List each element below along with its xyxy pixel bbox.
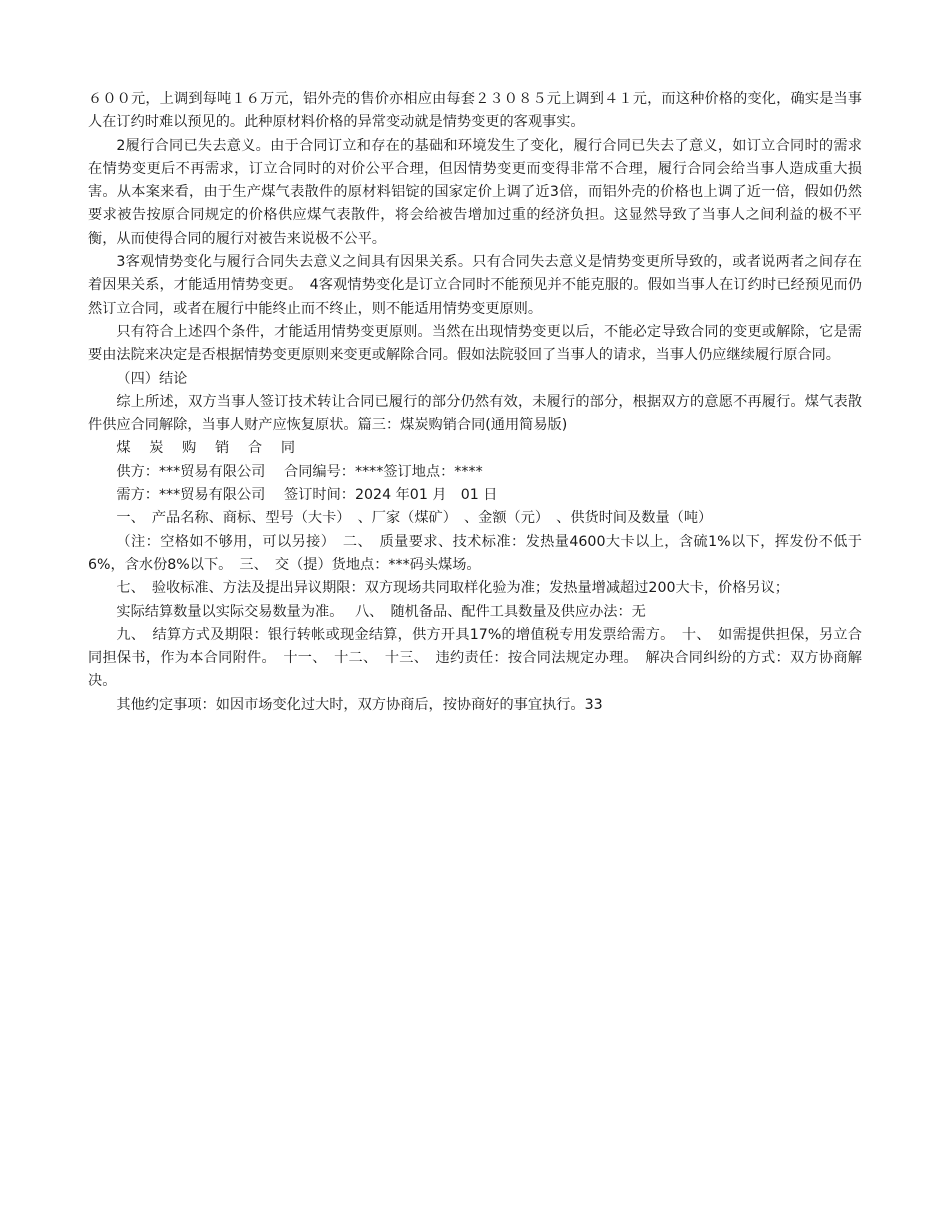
- clause-other-matters: 其他约定事项：如因市场变化过大时，双方协商后，按协商好的事宜执行。33: [116, 696, 603, 713]
- paragraph-condition-3-4: 3客观情势变化与履行合同失去意义之间具有因果关系。只有合同失去意义是情势变更所导致的，或者说两者之间存在着因果关系，才能适用情势变更。 4客观情势变化是订立合同时不能预见并不能克服的。假如当事人在订约时已经预见而仍然订立合同，或者在履行中能终止而不终止，则不能适用情势变更原则。: [88, 254, 862, 317]
- document-page: [88, 88, 862, 717]
- clause-8-settlement-quantity: 实际结算数量以实际交易数量为准。 八、 随机备品、配件工具数量及供应办法：无: [116, 603, 646, 620]
- clause-7-inspection: 七、 验收标准、方法及提出异议期限：双方现场共同取样化验为准；发热量增减超过200大卡，价格另议；: [116, 580, 789, 597]
- paragraph-four-conditions: 只有符合上述四个条件，才能适用情势变更原则。当然在出现情势变更以后，不能必定导致合同的变更或解除，它是需要由法院来决定是否根据情势变更原则来变更或解除合同。假如法院驳回了当事人的请求，当事人仍应继续履行原合同。: [88, 323, 862, 364]
- clause-1-product: 一、 产品名称、商标、型号（大卡） 、厂家（煤矿） 、金额（元） 、供货时间及数量（吨）: [116, 510, 713, 527]
- buyer-line: 需方：***贸易有限公司 签订时间：2024 年01 月 01 日: [116, 487, 498, 504]
- paragraph-condition-2: 2履行合同已失去意义。由于合同订立和存在的基础和环境发生了变化，履行合同已失去了意义，如订立合同时的需求在情势变更后不再需求，订立合同时的对价公平合理，但因情势变更而变得非常不合理，履行合同会给当事人造成重大损害。从本案来看，由于生产煤气表散件的原材料铝锭的国家定价上调了近3倍，而铝外壳的价格也上调了近一倍，假如仍然要求被告按原合同规定的价格供应煤气表散件，将会给被告增加过重的经济负担。这显然导致了当事人之间利益的极不平衡，从而使得合同的履行对被告来说极不公平。: [88, 137, 862, 247]
- section-heading-conclusion: （四）结论: [116, 370, 188, 387]
- paragraph-conclusion: 综上所述，双方当事人签订技术转让合同已履行的部分仍然有效，未履行的部分，根据双方的意愿不再履行。煤气表散件供应合同解除，当事人财产应恢复原状。篇三：煤炭购销合同(通用简易版): [88, 393, 862, 434]
- clause-2-3-quality-delivery: （注：空格如不够用，可以另接） 二、 质量要求、技术标准：发热量4600大卡以上，含硫1%以下，挥发份不低于6%，含水份8%以下。 三、 交（提）货地点：***码头煤场。: [88, 533, 862, 573]
- contract-title: 煤 炭 购 销 合 同: [116, 440, 296, 457]
- supplier-line: 供方：***贸易有限公司 合同编号：****签订地点：****: [116, 463, 483, 480]
- clause-9-13-payment: 九、 结算方式及期限：银行转帐或现金结算，供方开具17%的增值税专用发票给需方。 十、 如需提供担保，另立合同担保书，作为本合同附件。 十一、 十二、 十三、 违约责任：按合同法规定办理。 解决合同纠纷的方式：双方协商解决。: [88, 626, 862, 690]
- paragraph-price-change: ６００元，上调到每吨１６万元，铝外壳的售价亦相应由每套２３０８５元上调到４１元，而这种价格的变化，确实是当事人在订约时难以预见的。此种原材料价格的异常变动就是情势变更的客观事实。: [88, 91, 862, 131]
